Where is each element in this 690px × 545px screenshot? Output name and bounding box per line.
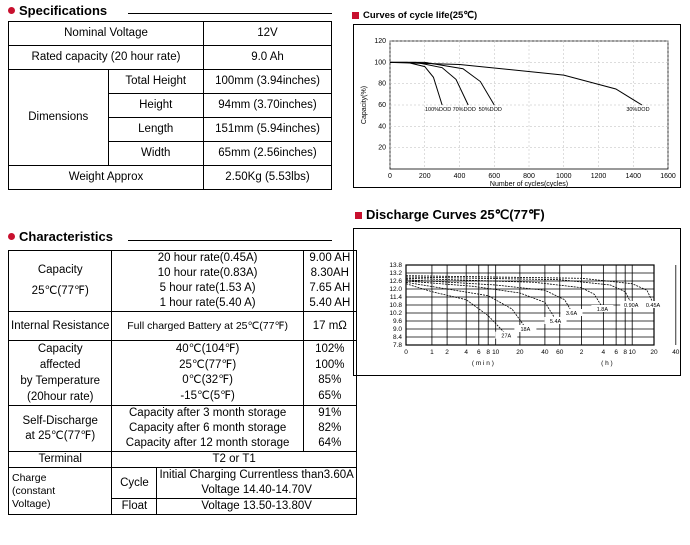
- y-tick-label: 100: [374, 59, 386, 67]
- temperature-label-line: (20hour rate): [26, 391, 94, 403]
- char-row: [9, 312, 357, 341]
- self-discharge-label-line: at 25℃(77℉): [25, 429, 96, 442]
- heading-rule: [128, 13, 332, 14]
- x-tick-label: 1400: [625, 173, 642, 180]
- specifications-heading: [8, 2, 107, 18]
- cycle-label: Cycle: [112, 468, 157, 499]
- bullet-icon: [8, 233, 15, 240]
- internal-resistance-label: Internal Resistance: [9, 312, 112, 341]
- bullet-icon: [355, 212, 362, 219]
- rate-cell: 10 hour rate(0.83A): [112, 266, 303, 281]
- temperature-value: 100%: [303, 357, 356, 373]
- series-label: 27A: [501, 333, 512, 340]
- cycle-value-line: Voltage 14.40-14.70V: [201, 484, 312, 496]
- series-label: 3.6A: [565, 311, 578, 317]
- spec-row: [9, 22, 332, 46]
- series-label: 0.90A: [624, 303, 639, 309]
- weight-label: Weight Approx: [9, 166, 204, 190]
- temperature-cell: 25℃(77℉): [112, 357, 303, 373]
- series-line: [406, 276, 654, 305]
- bullet-icon: [8, 7, 15, 14]
- x-unit-min: ( m i n ): [471, 360, 494, 367]
- spec-value: 12V: [204, 22, 332, 46]
- x-tick-label: 1: [430, 349, 434, 356]
- x-tick-label: 8: [486, 349, 490, 356]
- cycle-value: [157, 468, 356, 499]
- discharge-chart-frame: [353, 228, 681, 376]
- char-row: [9, 468, 357, 499]
- storage-period: Capacity after 6 month storage: [112, 421, 303, 436]
- series-label: 100%DOD: [424, 107, 452, 114]
- spec-row: [9, 46, 332, 70]
- cycle-value-line: Initial Charging Currentless than3.60A: [159, 469, 354, 481]
- temperature-cell: 40℃(104℉): [112, 341, 303, 358]
- x-tick-label: 8: [623, 349, 627, 356]
- x-tick-label: 400: [453, 173, 466, 180]
- y-tick-label: 10.2: [389, 310, 402, 317]
- y-tick-label: 13.2: [389, 270, 402, 277]
- dimension-label: Height: [108, 94, 204, 118]
- spec-label: Nominal Voltage: [9, 22, 204, 46]
- x-tick-label: 40: [541, 349, 549, 356]
- y-tick-label: 60: [378, 102, 386, 109]
- x-tick-label: 2: [579, 349, 584, 356]
- discharge-title: [355, 207, 545, 223]
- series-label: 50%DOD: [478, 107, 502, 114]
- x-tick-label: 4: [464, 349, 469, 356]
- weight-value: 2.50Kg (5.53lbs): [204, 166, 332, 190]
- series-label: 30%DOD: [626, 107, 650, 114]
- rate-cell: 5 hour rate(1.53 A): [112, 281, 303, 296]
- dimension-label: Width: [108, 142, 204, 166]
- dimension-value: 151mm (5.94inches): [204, 118, 332, 142]
- cycle-life-title: [352, 10, 477, 21]
- self-discharge-label-line: Self-Discharge: [22, 414, 98, 427]
- y-tick-label: 40: [378, 123, 386, 131]
- x-axis-label: Number of cycles(cycles): [489, 181, 569, 187]
- capacity-label: [9, 251, 112, 312]
- spec-row: [9, 70, 332, 94]
- series-label: 1.8A: [596, 307, 609, 313]
- temperature-label-line: by Temperature: [20, 375, 101, 387]
- series-label: 70%DOD: [452, 107, 476, 114]
- x-tick-label: 0: [388, 173, 392, 180]
- y-tick-label: 9.6: [392, 318, 402, 325]
- x-tick-label: 1000: [555, 173, 572, 180]
- x-tick-label: 10: [492, 349, 500, 356]
- temperature-value: 102%: [303, 341, 356, 358]
- series-line: [390, 62, 468, 105]
- x-tick-label: 2: [445, 349, 449, 356]
- rate-cell: 20 hour rate(0.45A): [112, 251, 303, 267]
- temperature-label: [9, 341, 112, 406]
- series-line: [406, 284, 507, 336]
- temperature-label-line: affected: [39, 359, 81, 371]
- charge-label-line: Voltage): [12, 497, 51, 510]
- char-row: [9, 406, 357, 422]
- capacity-label-line: 25℃(77℉): [31, 285, 89, 297]
- cycle-life-chart-frame: [353, 24, 681, 188]
- x-tick-label: 1200: [590, 173, 607, 180]
- series-line: [406, 278, 603, 309]
- float-label: Float: [112, 499, 157, 515]
- rate-cell: 1 hour rate(5.40 A): [112, 296, 303, 312]
- dimension-value: 100mm (3.94inches): [204, 70, 332, 94]
- characteristics-heading: [8, 228, 113, 244]
- terminal-label: Terminal: [9, 452, 112, 468]
- x-tick-label: 4: [601, 349, 606, 356]
- charge-label-line: Charge: [12, 471, 47, 484]
- storage-value: 91%: [303, 406, 356, 422]
- x-tick-label: 1600: [660, 173, 676, 180]
- terminal-value: T2 or T1: [112, 452, 356, 468]
- y-axis-label: Capacity(%): [361, 85, 368, 125]
- y-tick-label: 13.8: [389, 262, 402, 269]
- y-tick-label: 12.0: [389, 286, 402, 293]
- y-tick-label: 9.0: [392, 326, 402, 333]
- x-unit-h: ( h ): [601, 360, 613, 367]
- series-label: 18A: [520, 327, 531, 333]
- dimensions-label: Dimensions: [9, 70, 109, 166]
- x-tick-label: 600: [488, 173, 501, 180]
- dimension-value: 94mm (3.70inches): [204, 94, 332, 118]
- dimension-value: 65mm (2.56inches): [204, 142, 332, 166]
- temperature-label-line: Capacity: [37, 343, 83, 355]
- cycle-life-title-text: Curves of cycle life(25℃): [363, 10, 478, 21]
- characteristics-table: [8, 250, 357, 515]
- char-row: [9, 452, 357, 468]
- series-line: [406, 281, 557, 321]
- spec-value: 9.0 Ah: [204, 46, 332, 70]
- y-tick-label: 7.8: [392, 342, 402, 349]
- storage-value: 82%: [303, 421, 356, 436]
- y-tick-label: 80: [378, 80, 386, 88]
- self-discharge-label: [9, 406, 112, 452]
- y-tick-label: 8.4: [392, 334, 402, 341]
- specifications-table: [8, 21, 332, 190]
- capacity-value: 8.30AH: [303, 266, 356, 281]
- internal-resistance-condition: Full charged Battery at 25℃(77℉): [112, 312, 303, 341]
- characteristics-heading-text: Characteristics: [19, 228, 113, 244]
- spec-row: [9, 166, 332, 190]
- storage-period: Capacity after 12 month storage: [112, 436, 303, 452]
- char-row: [9, 251, 357, 267]
- bullet-icon: [352, 12, 359, 19]
- temperature-value: 65%: [303, 389, 356, 406]
- charge-label: [9, 468, 112, 515]
- y-tick-label: 12.6: [389, 278, 402, 285]
- dimension-label: Length: [108, 118, 204, 142]
- float-value: Voltage 13.50-13.80V: [157, 499, 356, 515]
- x-tick-label: 800: [523, 173, 535, 180]
- cycle-life-chart: [354, 25, 680, 187]
- temperature-cell: 0℃(32℉): [112, 373, 303, 389]
- spec-label: Rated capacity (20 hour rate): [9, 46, 204, 70]
- x-tick-label: 200: [418, 173, 431, 180]
- series-label: 5.4A: [549, 319, 562, 325]
- y-tick-label: 10.8: [389, 302, 402, 309]
- internal-resistance-value: 17 mΩ: [303, 312, 356, 341]
- dimension-label: Total Height: [108, 70, 204, 94]
- x-tick-label: 6: [476, 349, 481, 356]
- x-tick-label: 20: [650, 349, 658, 356]
- capacity-value: 9.00 AH: [303, 251, 356, 267]
- y-tick-label: 11.4: [389, 294, 402, 301]
- capacity-value: 5.40 AH: [303, 296, 356, 312]
- x-tick-label: 20: [516, 349, 524, 356]
- temperature-value: 85%: [303, 373, 356, 389]
- char-row: [9, 341, 357, 358]
- capacity-label-line: Capacity: [37, 264, 83, 276]
- storage-period: Capacity after 3 month storage: [112, 406, 303, 422]
- y-tick-label: 20: [378, 144, 386, 152]
- heading-rule: [128, 240, 332, 241]
- x-tick-label: 10: [628, 349, 636, 356]
- x-tick-label: 0: [404, 349, 408, 356]
- specifications-heading-text: Specifications: [19, 2, 108, 18]
- charge-label-line: (constant: [12, 484, 56, 497]
- x-tick-label: 60: [556, 349, 564, 356]
- temperature-cell: -15℃(5℉): [112, 389, 303, 406]
- discharge-title-text: Discharge Curves 25℃(77℉): [366, 207, 545, 222]
- y-tick-label: 120: [374, 38, 386, 45]
- series-label: 0.45A: [645, 303, 661, 309]
- x-tick-label: 40: [672, 349, 680, 356]
- discharge-chart: [354, 229, 680, 375]
- x-tick-label: 6: [614, 349, 618, 356]
- capacity-value: 7.65 AH: [303, 281, 356, 296]
- storage-value: 64%: [303, 436, 356, 452]
